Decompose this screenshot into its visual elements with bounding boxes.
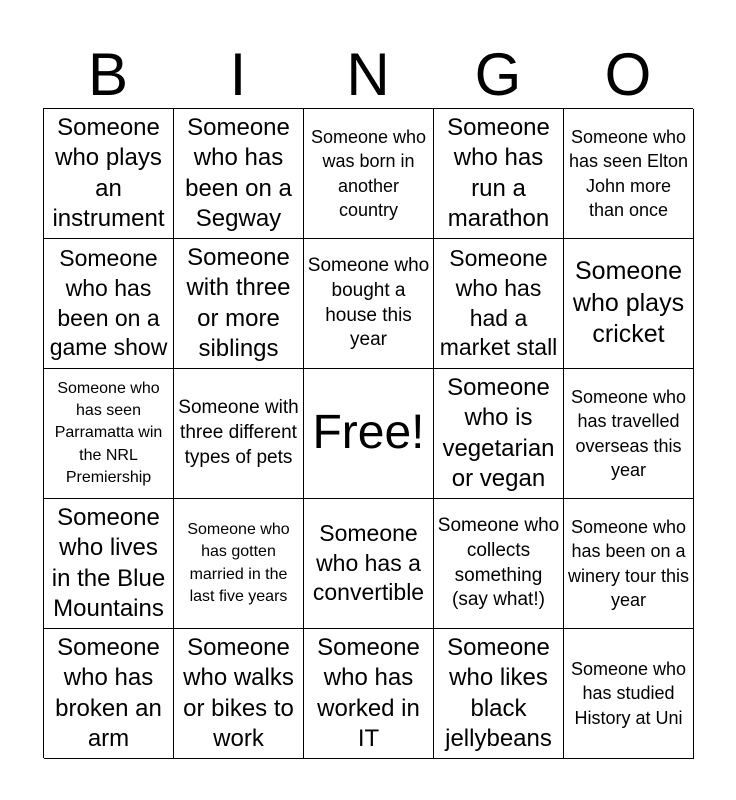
bingo-cell[interactable] [564,369,694,499]
header-letter-o: O [604,41,652,108]
cell-text: Someone who has been on a game show [49,244,168,361]
cell-text: Someone with three or more siblings [186,243,291,362]
cell-text: Someone who has gotten married in the last five years [187,520,290,605]
bingo-cell[interactable] [434,239,564,369]
bingo-cell[interactable] [434,499,564,629]
cell-text: Someone who walks or bikes to work [183,633,294,752]
cell-text: Someone who is vegetarian or vegan [442,373,555,492]
cell-text: Someone who has seen Elton John more than once [568,126,689,220]
cell-text: Someone who lives in the Blue Mountains [51,503,166,622]
bingo-cell[interactable] [44,499,174,629]
cell-text: Someone who has been on a Segway [185,113,292,232]
bingo-cell[interactable] [44,369,174,499]
bingo-cell[interactable] [434,369,564,499]
bingo-header [43,42,693,108]
bingo-cell[interactable] [564,109,694,239]
bingo-cell[interactable] [304,109,434,239]
bingo-cell[interactable] [174,109,304,239]
cell-text: Someone who plays cricket [572,256,685,349]
cell-text: Someone who has a convertible [312,519,425,606]
bingo-cell[interactable] [564,629,694,759]
cell-text: Someone with three different types of pets [178,397,299,468]
cell-text: Someone who has travelled overseas this year [570,386,687,480]
bingo-cell[interactable] [304,239,434,369]
header-letter-i: I [229,41,247,108]
bingo-cell[interactable] [564,499,694,629]
header-letter-b: B [87,41,129,108]
free-space[interactable] [304,369,434,499]
cell-text: Someone who has seen Parramatta win the NRL Premiership [54,379,163,487]
header-letter-g: G [474,41,522,108]
cell-text: Someone who has had a market stall [439,244,558,361]
free-space-label: Free! [312,406,425,460]
bingo-cell[interactable] [434,109,564,239]
bingo-cell[interactable] [304,499,434,629]
bingo-cell[interactable] [44,239,174,369]
bingo-cell[interactable] [174,369,304,499]
cell-text: Someone who bought a house this year [307,255,430,351]
bingo-cell[interactable] [174,499,304,629]
bingo-cell[interactable] [44,629,174,759]
bingo-cell[interactable] [174,629,304,759]
cell-text: Someone who plays an instrument [52,113,165,232]
cell-text: Someone who has been on a winery tour this year [567,516,690,610]
bingo-cell[interactable] [434,629,564,759]
bingo-board [43,108,693,758]
cell-text: Someone who has worked in IT [317,633,420,752]
bingo-cell[interactable] [44,109,174,239]
bingo-cell[interactable] [304,629,434,759]
cell-text: Someone who has broken an arm [55,633,162,752]
cell-text: Someone who was born in another country [310,126,427,220]
cell-text: Someone who collects something (say what!) [437,515,560,611]
bingo-cell[interactable] [564,239,694,369]
header-letter-n: N [346,41,390,108]
bingo-cell[interactable] [174,239,304,369]
cell-text: Someone who likes black jellybeans [445,633,552,752]
cell-text: Someone who has run a marathon [447,113,550,232]
cell-text: Someone who has studied History at Uni [570,659,687,728]
